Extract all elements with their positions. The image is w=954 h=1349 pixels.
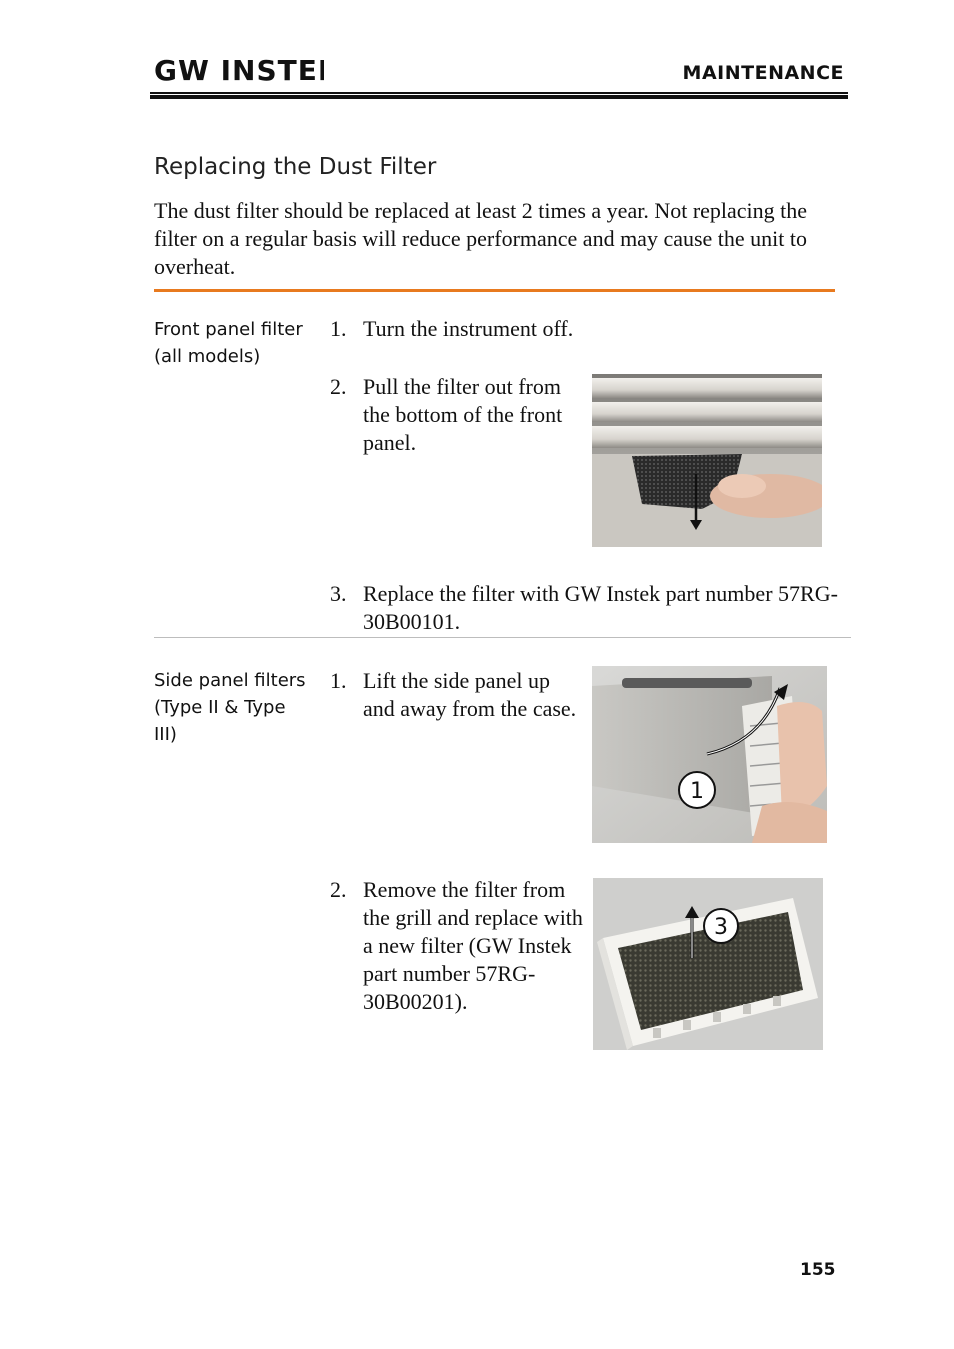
header-rule [150, 92, 848, 94]
group-label-side: Side panel filters (Type II & Type III) [154, 670, 306, 745]
step-text: Turn the instrument off. [363, 316, 574, 341]
svg-text:1: 1 [690, 779, 704, 804]
intro-paragraph: The dust filter should be replaced at least 2 times a year. Not replacing the filter on a regular basis will reduce performance and may cause the unit to overheat. [154, 198, 808, 279]
front-panel-filter-photo [592, 374, 822, 547]
step-number: 2. [330, 374, 347, 399]
page-number: 155 [800, 1260, 836, 1280]
step-text: Pull the filter out from the bottom of the front panel. [363, 374, 563, 455]
page-title: Replacing the Dust Filter [154, 154, 437, 180]
group-divider [154, 637, 851, 638]
group-label-front: Front panel filter (all models) [154, 319, 303, 367]
gw-instek-logo [154, 54, 324, 90]
section-divider [154, 289, 835, 292]
step-text: Remove the filter from the grill and replace with a new filter (GW Instek part number 57RG-30B00201). [363, 877, 583, 1014]
side-panel-photo-drawing [592, 666, 827, 843]
filter-grill-photo-drawing [593, 878, 823, 1050]
header-rule-thick [150, 95, 848, 99]
filter-grill-photo [593, 878, 823, 1050]
step-number: 1. [330, 316, 347, 341]
step-number: 3. [330, 581, 347, 606]
side-panel-lift-photo [592, 666, 827, 843]
front-panel-photo-drawing [592, 374, 822, 547]
svg-text:GW INSTEK: GW INSTEK [154, 54, 324, 84]
gw-instek-logo-icon [154, 54, 324, 84]
step-text: Replace the filter with GW Instek part number 57RG-30B00101. [363, 581, 838, 634]
svg-text:3: 3 [714, 915, 728, 940]
step-number: 2. [330, 877, 347, 902]
step-text: Lift the side panel up and away from the case. [363, 668, 577, 721]
section-header: MAINTENANCE [682, 62, 844, 84]
step-number: 1. [330, 668, 347, 693]
